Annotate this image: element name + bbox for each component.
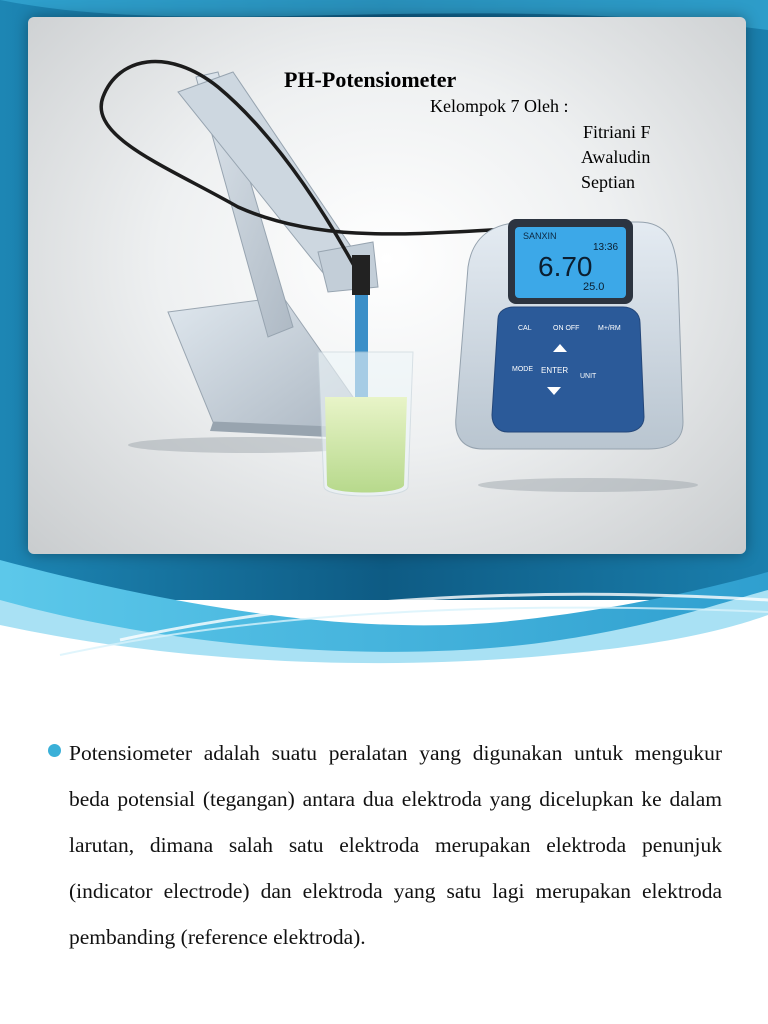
display-reading-text: 6.70: [538, 251, 593, 282]
key-onoff: ON OFF: [553, 325, 580, 332]
key-cal: CAL: [518, 325, 532, 332]
bullet-dot-icon: [48, 744, 61, 757]
group-label: Kelompok 7 Oleh :: [430, 96, 569, 116]
key-unit: UNIT: [580, 373, 597, 380]
key-mrm: M+/RM: [598, 325, 621, 332]
member-name: Fitriani F: [583, 122, 651, 142]
member-name: Awaludin: [581, 147, 651, 167]
slide-title: PH-Potensiometer: [284, 67, 457, 92]
key-enter: ENTER: [541, 366, 569, 375]
bullet-paragraph: Potensiometer adalah suatu peralatan yang digunakan untuk mengukur beda potensial (tegangan) antara dua elektroda yang dicelupkan ke dalam larutan, dimana salah satu elektroda merupakan elektroda penunjuk (indicator electrode) dan elektroda yang satu lagi merupakan elektroda pembanding (reference elektroda).: [69, 741, 722, 949]
author-block: [0, 0, 768, 220]
key-mode: MODE: [512, 366, 533, 373]
display-brand-text: SANXIN: [523, 231, 557, 241]
display-time-text: 13:36: [593, 242, 619, 253]
member-name: Septian: [581, 172, 635, 192]
display-temp-text: 25.0: [583, 281, 605, 293]
